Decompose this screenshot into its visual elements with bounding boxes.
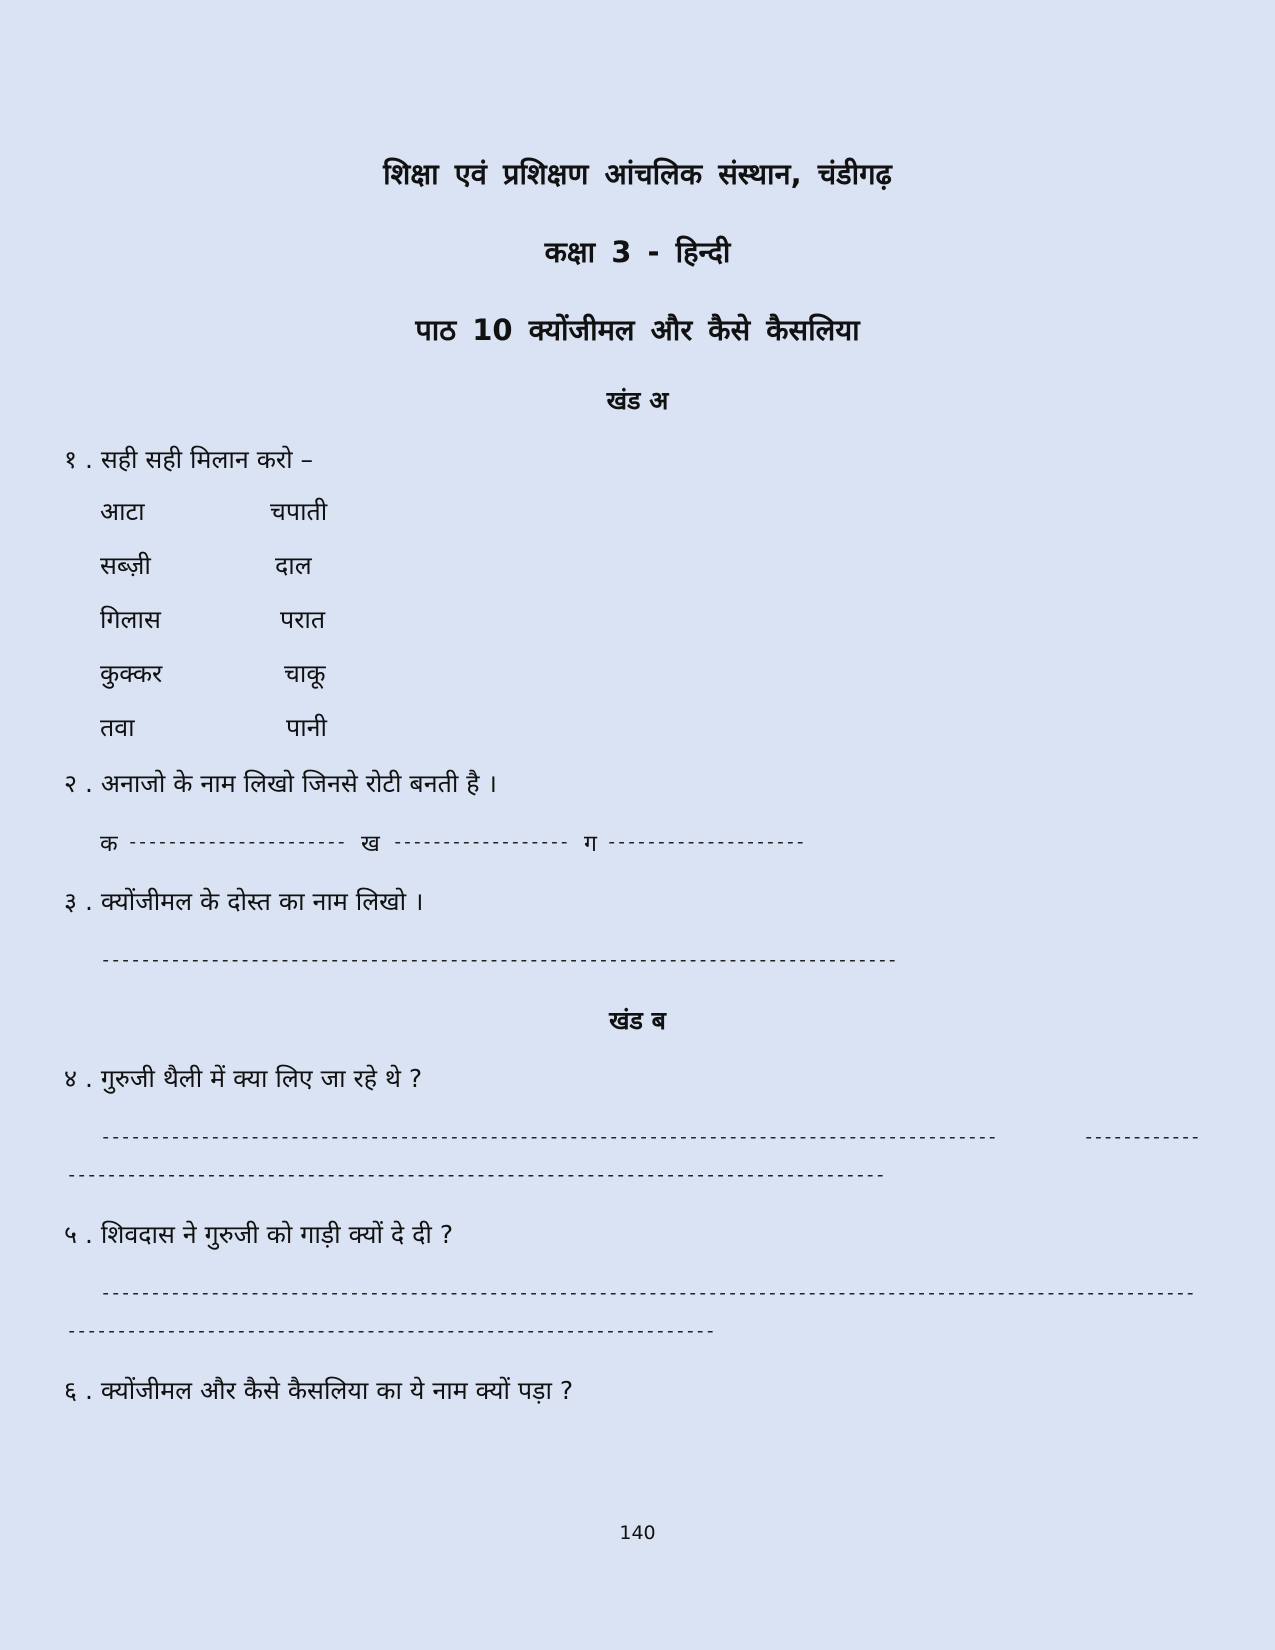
class-subject-title: कक्षा 3 - हिन्दी (544, 235, 731, 269)
section-b-heading: खंड ब (609, 1006, 666, 1035)
page-number: 140 (619, 1522, 656, 1544)
answer-blank[interactable]: ---------------------- (127, 831, 346, 853)
answer-line[interactable]: ------------ (1083, 1126, 1200, 1148)
blank-label-ka: क (100, 831, 118, 857)
blank-label-kha: ख (361, 831, 380, 857)
answer-line[interactable]: ---------------------------------------------------------------------------------- (66, 1164, 885, 1186)
match-left-item: सब्ज़ी (100, 551, 151, 580)
match-right-item: पानी (286, 713, 328, 742)
answer-blank[interactable]: -------------------- (606, 831, 805, 853)
match-left-item: आटा (100, 497, 145, 526)
answer-line[interactable]: -------------------------------------------------------------------------------------------------------------- (100, 1282, 1195, 1304)
institute-title: शिक्षा एवं प्रशिक्षण आंचलिक संस्थान, चंडीगढ़ (383, 157, 892, 191)
lesson-title: पाठ 10 क्योंजीमल और कैसे कैसलिया (415, 313, 860, 347)
question-4: ४ . गुरुजी थैली में क्या लिए जा रहे थे ? (64, 1064, 423, 1093)
match-left-item: तवा (100, 713, 135, 742)
match-right-item: परात (280, 605, 326, 634)
match-right-item: चपाती (270, 497, 328, 526)
question-6: ६ . क्योंजीमल और कैसे कैसलिया का ये नाम क्यों पड़ा ? (64, 1376, 574, 1405)
answer-line[interactable]: ------------------------------------------------------------------------------------------ (100, 1126, 997, 1148)
question-1: १ . सही सही मिलान करो – (64, 445, 314, 474)
match-right-item: चाकू (284, 659, 326, 688)
answer-line[interactable]: ----------------------------------------------------------------- (66, 1320, 715, 1342)
question-2: २ . अनाजो के नाम लिखो जिनसे रोटी बनती है । (64, 769, 497, 798)
question-3: ३ . क्योंजीमल के दोस्त का नाम लिखो । (64, 887, 424, 916)
match-right-item: दाल (275, 551, 312, 580)
section-a-heading: खंड अ (606, 386, 669, 415)
answer-blank[interactable]: ------------------ (392, 831, 569, 853)
blank-label-ga: ग (584, 831, 597, 857)
match-left-item: कुक्कर (100, 659, 163, 688)
answer-line[interactable]: -------------------------------------------------------------------------------- (100, 949, 897, 971)
question-5: ५ . शिवदास ने गुरुजी को गाड़ी क्यों दे दी ? (64, 1220, 454, 1249)
match-left-item: गिलास (100, 605, 161, 634)
